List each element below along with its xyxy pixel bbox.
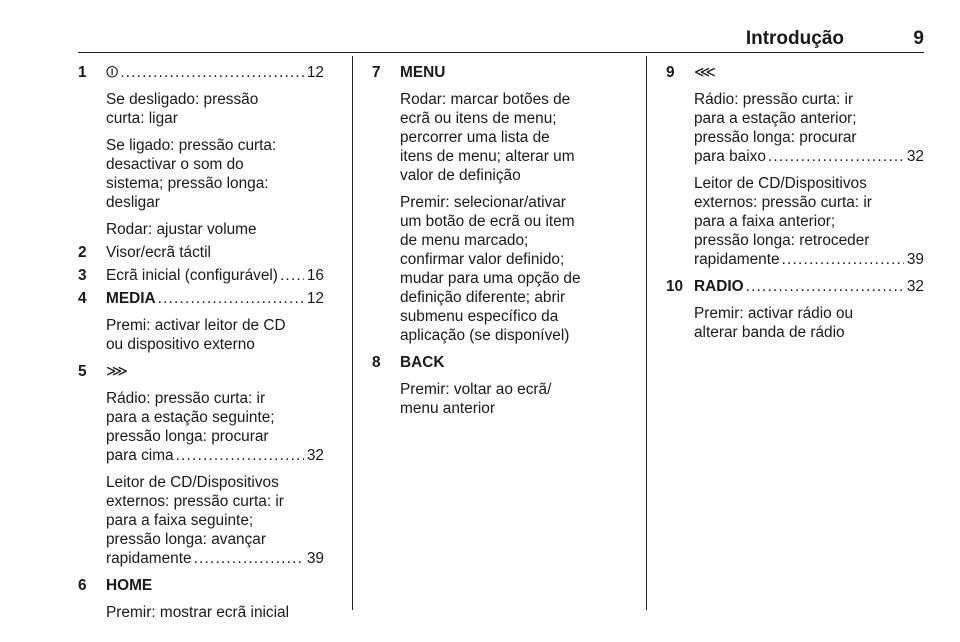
page-ref: 32	[306, 447, 324, 464]
leader-dots	[280, 266, 304, 285]
description: Premir: voltar ao ecrã/ menu anterior	[400, 381, 552, 417]
entry-1	[78, 63, 324, 239]
header-rule	[78, 52, 924, 53]
page-ref: 32	[906, 278, 924, 295]
seek-back-icon: ⋘	[694, 64, 716, 81]
description: Leitor de CD/Dispositivos externos: pressão curta: ir para a faixa anterior; pressão longa: retroceder	[694, 175, 872, 249]
column-3	[666, 63, 924, 342]
entry-number: 5	[78, 363, 87, 380]
page-ref: 39	[906, 251, 924, 268]
column-1	[78, 63, 324, 622]
description: Rodar: marcar botões de ecrã ou itens de menu; percorrer uma lista de itens de menu; alterar um valor de definição	[400, 91, 575, 184]
entry-number: 7	[372, 64, 381, 81]
entry-9	[666, 63, 924, 269]
entry-number: 8	[372, 354, 381, 371]
leader-dots	[158, 289, 304, 308]
page-ref: 32	[906, 148, 924, 165]
page-ref: 12	[306, 64, 324, 81]
description: Premir: selecionar/ativar um botão de ecrã ou item de menu marcado; confirmar valor definido; mudar para uma opção de definição diferente; abrir submenu específico da aplicação (se disponível)	[400, 194, 581, 344]
description-last-line: rapidamente	[694, 251, 780, 268]
entry-number: 4	[78, 290, 87, 307]
description-last-line: rapidamente	[106, 550, 192, 567]
entry-5	[78, 362, 324, 568]
page-ref: 12	[306, 290, 324, 307]
column-2	[372, 63, 618, 418]
entry-heading-line	[106, 63, 324, 82]
description: Rádio: pressão curta: ir para a estação seguinte; pressão longa: procurar	[106, 390, 275, 445]
leader-dots	[120, 63, 304, 82]
entry-3	[78, 266, 324, 285]
leader-dots	[768, 147, 904, 166]
description: Se desligado: pressão curta: ligar	[106, 91, 259, 127]
leader-dots	[782, 250, 904, 269]
description-last-line: para baixo	[694, 148, 766, 165]
description: Premir: mostrar ecrã inicial	[106, 604, 290, 621]
entry-text: Visor/ecrã táctil	[106, 244, 211, 261]
page-ref: 16	[306, 267, 324, 284]
description: Leitor de CD/Dispositivos externos: pressão curta: ir para a faixa seguinte; pressão longa: avançar	[106, 474, 284, 548]
page-title: Introdução	[745, 28, 844, 49]
leader-dots	[746, 277, 904, 296]
entry-2	[78, 243, 324, 262]
page-ref: 39	[306, 550, 324, 567]
entry-4	[78, 289, 324, 354]
description: Rodar: ajustar volume	[106, 221, 257, 238]
seek-forward-icon: ⋙	[106, 363, 128, 380]
page-number: 9	[913, 28, 924, 49]
power-icon: ⏼	[106, 64, 119, 81]
description: Premir: activar rádio ou alterar banda de rádio	[694, 305, 854, 341]
entry-number: 3	[78, 267, 87, 284]
description-last-line: para cima	[106, 447, 174, 464]
home-label: HOME	[106, 577, 153, 594]
entry-7	[372, 63, 618, 345]
page-header	[78, 29, 924, 53]
column-divider-2	[646, 56, 647, 610]
menu-label: MENU	[400, 64, 446, 81]
entry-number: 6	[78, 577, 87, 594]
description: Premi: activar leitor de CD ou dispositivo externo	[106, 317, 286, 353]
media-label: MEDIA	[106, 290, 156, 307]
back-label: BACK	[400, 354, 445, 371]
entry-number: 10	[666, 278, 684, 295]
entry-number: 2	[78, 244, 87, 261]
entry-10	[666, 277, 924, 342]
radio-label: RADIO	[694, 278, 744, 295]
entry-number: 1	[78, 64, 87, 81]
description: Se ligado: pressão curta: desactivar o som do sistema; pressão longa: desligar	[106, 137, 277, 211]
description: Rádio: pressão curta: ir para a estação anterior; pressão longa: procurar	[694, 91, 857, 146]
entry-text: Ecrã inicial (configurável)	[106, 267, 278, 284]
entry-8	[372, 353, 618, 418]
column-divider-1	[352, 56, 353, 610]
leader-dots	[176, 446, 304, 465]
entry-6	[78, 576, 324, 622]
leader-dots	[194, 549, 304, 568]
entry-number: 9	[666, 64, 675, 81]
